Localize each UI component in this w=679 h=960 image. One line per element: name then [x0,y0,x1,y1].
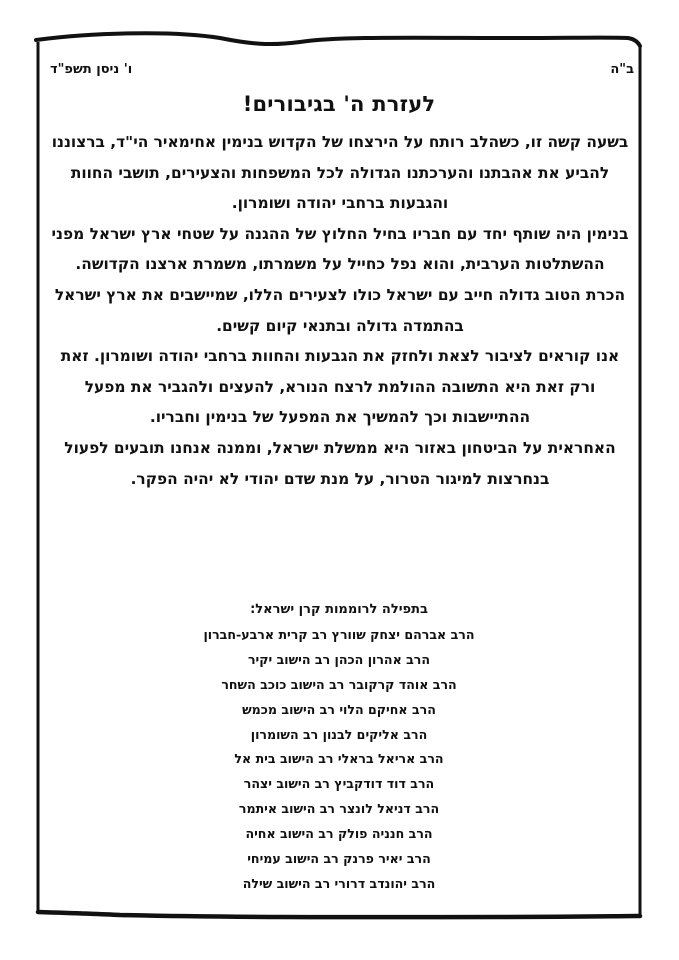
paragraph: בשעה קשה זו, כשהלב רותח על הירצחו של הקדוש בנימין אחימאיר הי"ד, ברצוננו להביע את אהבתנו והערכתנו הגדולה לכל המשפחות והצעירים, תושבי החוות והגבעות ברחבי יהודה ושומרון. [51,133,629,213]
hebrew-date: ו' ניסן תשפ"ד [50,62,133,77]
signatory: הרב יאיר פרנק רב הישוב עמיחי [247,851,431,867]
signatory: הרב דניאל לונצר רב הישוב איתמר [238,801,440,817]
paragraph: בנימין היה שותף יחד עם חבריו בחיל החלוץ של ההגנה על שטחי ארץ ישראל מפני ההשתלטות הערבית, והוא נפל כחייל על משמרתו, משמרת ארצנו הקדושה. [51,224,629,274]
signatory: הרב אוהד קרקובר רב הישוב כוכב השחר [221,676,457,692]
paragraph: הכרת הטוב גדולה חייב עם ישראל כולו לצעירים הללו, שמיישבים את ארץ ישראל בהתמדה גדולה ובתנאי קיום קשים. [54,285,626,335]
signatory-list [40,623,638,897]
signatory: הרב אליקים לבנון רב השומרון [250,726,428,742]
signatories-intro: בתפילה לרוממות קרן ישראל: [250,602,428,617]
paragraph: האחראית על הביטחון באזור היא ממשלת ישראל, וממנה אנחנו תובעים לפעול בנחרצות למיגור הטרור, על מנת שדם יהודי לא יהיה הפקר. [64,438,616,488]
paragraph: אנו קוראים לציבור לצאת ולחזק את הגבעות והחוות ברחבי יהודה ושומרון. זאת ורק זאת היא התשובה ההולמת לרצח הנורא, להעצים ולהגביר את מפעל ההתיישבות וכך להמשיך את המפעל של בנימין וחבריו. [60,347,620,427]
signatory: הרב אהרון הכהן רב הישוב יקיר [247,651,431,667]
letter-header [40,62,638,82]
signatory: הרב דוד דודקביץ רב הישוב יצהר [243,776,435,792]
letter-body [50,127,630,494]
signatories [40,598,638,897]
letter-sheet [40,40,638,912]
bsd-mark: ב"ה [610,62,634,77]
signatory: הרב אחיקם הלוי רב הישוב מכמש [242,701,436,717]
signatory: הרב יהונדב דרורי רב הישוב שילה [242,875,436,891]
signatory: הרב אברהם יצחק שוורץ רב קרית ארבע-חברון [203,626,475,642]
letter-title: לעזרת ה' בגיבורים! [242,92,436,116]
signatory: הרב חנניה פולק רב הישוב אחיה [245,826,433,842]
signatory: הרב אריאל בראלי רב הישוב בית אל [234,751,444,767]
